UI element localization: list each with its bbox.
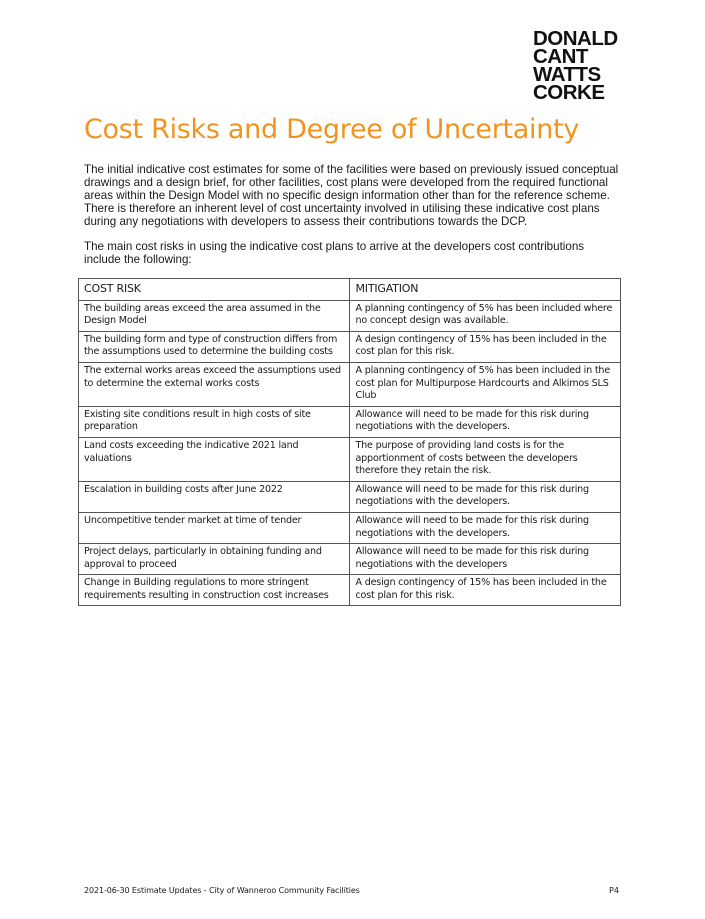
table-row: [79, 362, 621, 406]
cost-risk-table: [78, 278, 621, 606]
cost-risk-cell: Uncompetitive tender market at time of tender: [79, 512, 350, 543]
cost-risk-cell: The building areas exceed the area assumed in the Design Model: [79, 300, 350, 331]
table-row: [79, 300, 621, 331]
page-title: Cost Risks and Degree of Uncertainty: [84, 114, 580, 145]
cost-risk-cell: Change in Building regulations to more stringent requirements resulting in construction cost increases: [79, 575, 350, 606]
mitigation-cell: Allowance will need to be made for this risk during negotiations with the developers: [350, 544, 621, 575]
footer-document-title: 2021-06-30 Estimate Updates - City of Wanneroo Community Facilities: [84, 886, 360, 895]
table-row: [79, 544, 621, 575]
logo-line: DONALD: [533, 27, 618, 50]
mitigation-cell: A planning contingency of 5% has been included in the cost plan for Multipurpose Hardcourts and Alkimos SLS Club: [350, 362, 621, 406]
header-mitigation: MITIGATION: [350, 279, 621, 301]
table-row: [79, 406, 621, 437]
table-row: [79, 481, 621, 512]
table-row: [79, 512, 621, 543]
mitigation-cell: A design contingency of 15% has been included in the cost plan for this risk.: [350, 575, 621, 606]
logo-line: CORKE: [533, 81, 605, 104]
mitigation-cell: A planning contingency of 5% has been included where no concept design was available.: [350, 300, 621, 331]
cost-risk-cell: Existing site conditions result in high costs of site preparation: [79, 406, 350, 437]
logo-line: CANT: [533, 45, 588, 68]
mitigation-cell: Allowance will need to be made for this risk during negotiations with the developers.: [350, 512, 621, 543]
logo-line: WATTS: [533, 63, 601, 86]
cost-risk-cell: The external works areas exceed the assumptions used to determine the external works costs: [79, 362, 350, 406]
table-row: [79, 575, 621, 606]
table-row: [79, 437, 621, 481]
footer-page-number: P4: [609, 886, 619, 895]
intro-paragraph: The initial indicative cost estimates for some of the facilities were based on previously issued conceptual drawings and a design brief, for other facilities, cost plans were developed from the required functional areas within the Design Model with no specific design information other than for the reference scheme. There is therefore an inherent level of cost uncertainty involved in utilising these indicative cost plans during any negotiations with developers to assess their contributions towards the DCP.: [84, 163, 619, 228]
table-row: [79, 331, 621, 362]
cost-risk-cell: Land costs exceeding the indicative 2021 land valuations: [79, 437, 350, 481]
cost-risk-cell: Project delays, particularly in obtaining funding and approval to proceed: [79, 544, 350, 575]
company-logo: [533, 27, 618, 104]
mitigation-cell: The purpose of providing land costs is for the apportionment of costs between the developers therefore they retain the risk.: [350, 437, 621, 481]
mitigation-cell: Allowance will need to be made for this risk during negotiations with the developers.: [350, 481, 621, 512]
cost-risk-cell: Escalation in building costs after June 2022: [79, 481, 350, 512]
mitigation-cell: Allowance will need to be made for this risk during negotiations with the developers.: [350, 406, 621, 437]
table-header-row: [79, 279, 621, 301]
mitigation-cell: A design contingency of 15% has been included in the cost plan for this risk.: [350, 331, 621, 362]
lead-paragraph: The main cost risks in using the indicative cost plans to arrive at the developers cost contributions include the following:: [84, 240, 585, 266]
cost-risk-cell: The building form and type of construction differs from the assumptions used to determine the building costs: [79, 331, 350, 362]
header-cost-risk: COST RISK: [79, 279, 350, 301]
